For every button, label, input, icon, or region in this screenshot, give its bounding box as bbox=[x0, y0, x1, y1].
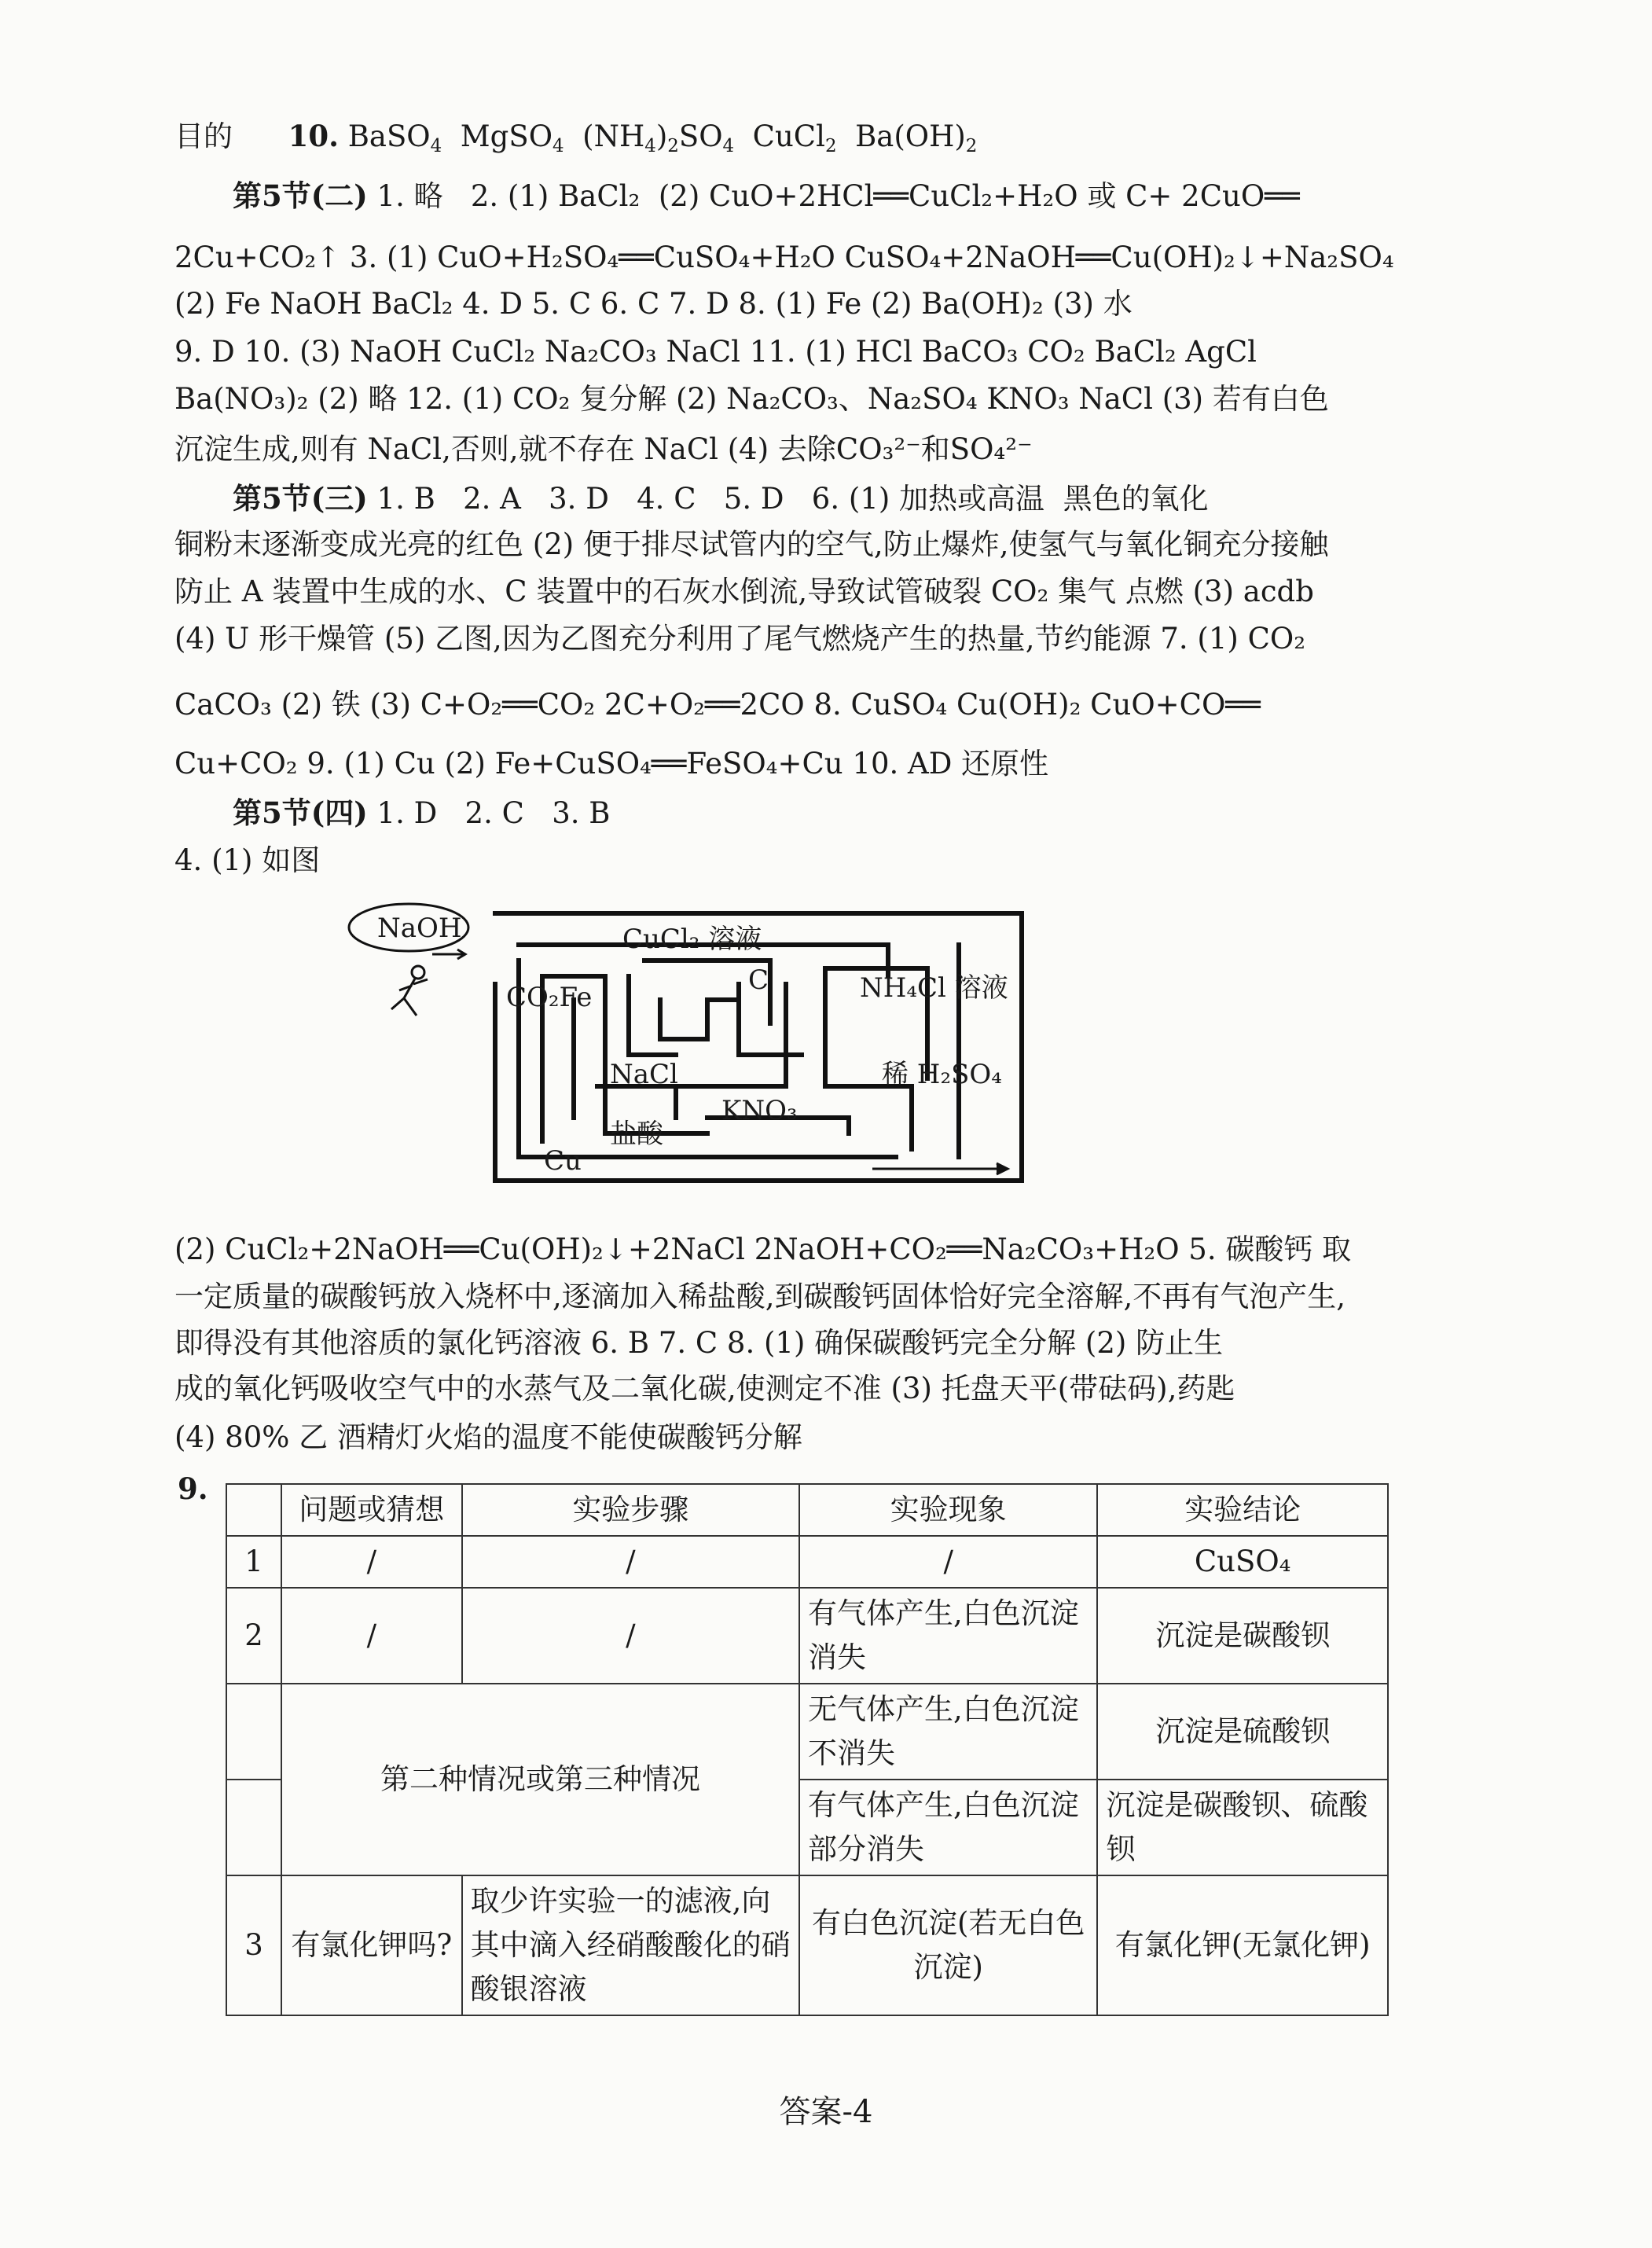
table-cell: / bbox=[281, 1588, 462, 1684]
answer-line: 成的氧化钙吸收空气中的水蒸气及二氧化碳,使测定不准 (3) 托盘天平(带砝码),药匙 bbox=[174, 1372, 1235, 1405]
section-heading: 第5节(三) bbox=[233, 481, 368, 516]
table-cell: 无气体产生,白色沉淀不消失 bbox=[799, 1684, 1097, 1780]
answer-line: CaCO₃ (2) 铁 (3) C+O₂══CO₂ 2C+O₂══2CO 8. CuSO₄ Cu(OH)₂ CuO+CO══ bbox=[174, 688, 1261, 722]
table-header: 问题或猜想 bbox=[281, 1484, 462, 1536]
table-cell bbox=[226, 1780, 281, 1875]
table-header: 实验结论 bbox=[1097, 1484, 1388, 1536]
maze-label: CuCl₂ 溶液 bbox=[622, 924, 762, 955]
maze-wall bbox=[660, 1000, 739, 1039]
table-header-row bbox=[226, 1484, 1388, 1536]
table-cell: 沉淀是硫酸钡 bbox=[1097, 1684, 1388, 1780]
table-cell: 2 bbox=[226, 1588, 281, 1684]
answer-line: 9. D 10. (3) NaOH CuCl₂ Na₂CO₃ NaCl 11. (1) HCl BaCO₃ CO₂ BaCl₂ AgCl bbox=[174, 335, 1257, 369]
runner-figure bbox=[391, 966, 428, 1016]
table-cell: 有氯化钾吗? bbox=[281, 1875, 462, 2015]
answer-line: 4. (1) 如图 bbox=[174, 843, 321, 877]
table-cell: 沉淀是碳酸钡 bbox=[1097, 1588, 1388, 1684]
table-row bbox=[226, 1684, 1388, 1780]
table-cell: 沉淀是碳酸钡、硫酸钡 bbox=[1097, 1780, 1388, 1875]
maze-diagram bbox=[346, 898, 1053, 1196]
table-row bbox=[226, 1875, 1388, 2015]
answer-line: Ba(NO₃)₂ (2) 略 12. (1) CO₂ 复分解 (2) Na₂CO₃、Na₂SO₄ KNO₃ NaCl (3) 若有白色 bbox=[174, 382, 1329, 416]
table-cell: 有气体产生,白色沉淀消失 bbox=[799, 1588, 1097, 1684]
maze-label: KNO₃ bbox=[721, 1095, 798, 1126]
answer-line: (4) 80% 乙 酒精灯火焰的温度不能使碳酸钙分解 bbox=[174, 1420, 802, 1454]
table-row bbox=[226, 1536, 1388, 1588]
question-number: 9. bbox=[178, 1471, 208, 1506]
maze-label: NaCl bbox=[610, 1059, 678, 1090]
answer-line: 铜粉末逐渐变成光亮的红色 (2) 便于排尽试管内的空气,防止爆炸,使氢气与氧化铜充分接触 bbox=[174, 527, 1329, 561]
maze-wall bbox=[629, 976, 676, 1055]
answer-line: 一定质量的碳酸钙放入烧杯中,逐滴加入稀盐酸,到碳酸钙固体恰好完全溶解,不再有气泡产生, bbox=[174, 1280, 1346, 1313]
answer-line: Cu+CO₂ 9. (1) Cu (2) Fe+CuSO₄══FeSO₄+Cu 10. AD 还原性 bbox=[174, 747, 1049, 781]
answer-line: 第5节(三) 1. B 2. A 3. D 4. C 5. D 6. (1) 加热或高温 黑色的氧化 bbox=[233, 481, 1209, 516]
section-heading: 第5节(四) bbox=[233, 795, 368, 830]
answer-table bbox=[226, 1483, 1389, 2016]
maze-label: NaOH bbox=[377, 913, 462, 944]
table-cell: 有氯化钾(无氯化钾) bbox=[1097, 1875, 1388, 2015]
table-cell: 取少许实验一的滤液,向其中滴入经硝酸酸化的硝酸银溶液 bbox=[462, 1875, 799, 2015]
exit-arrowhead bbox=[997, 1163, 1008, 1174]
answer-line: (2) CuCl₂+2NaOH══Cu(OH)₂↓+2NaCl 2NaOH+CO₂══Na₂CO₃+H₂O 5. 碳酸钙 取 bbox=[174, 1232, 1352, 1266]
table-row bbox=[226, 1588, 1388, 1684]
answer-line: 目的 10. BaSO$_4$ MgSO$_4$ $(NH_4)_2SO_4$ CuCl$_2$ $Ba(OH)_2$ bbox=[174, 119, 978, 156]
question-number: 10. bbox=[288, 119, 339, 153]
maze-label: C bbox=[748, 964, 769, 996]
page-footer: 答案-4 bbox=[779, 2094, 873, 2130]
table-cell: / bbox=[799, 1536, 1097, 1588]
answer-line: (2) Fe NaOH BaCl₂ 4. D 5. C 6. C 7. D 8. (1) Fe (2) Ba(OH)₂ (3) 水 bbox=[174, 287, 1133, 321]
table-cell: 有白色沉淀(若无白色沉淀) bbox=[799, 1875, 1097, 2015]
table-cell: 1 bbox=[226, 1536, 281, 1588]
maze-label: Cu bbox=[544, 1145, 582, 1177]
text: 目的 bbox=[174, 119, 233, 153]
table-cell bbox=[226, 1684, 281, 1780]
table-cell: CuSO₄ bbox=[1097, 1536, 1388, 1588]
table-header: 实验现象 bbox=[799, 1484, 1097, 1536]
table-cell: 有气体产生,白色沉淀部分消失 bbox=[799, 1780, 1097, 1875]
answer-line: 沉淀生成,则有 NaCl,否则,就不存在 NaCl (4) 去除CO₃²⁻和SO₄²⁻ bbox=[174, 432, 1033, 466]
maze-label: NH₄Cl 溶液 bbox=[860, 972, 1008, 1004]
table-cell: / bbox=[462, 1536, 799, 1588]
table-cell: / bbox=[281, 1536, 462, 1588]
answer-line: 第5节(二) 1. 略 2. (1) BaCl₂ (2) CuO+2HCl══CuCl₂+H₂O 或 C+ 2CuO══ bbox=[233, 178, 1300, 213]
table-cell bbox=[226, 1484, 281, 1536]
answer-line: 即得没有其他溶质的氯化钙溶液 6. B 7. C 8. (1) 确保碳酸钙完全分解 (2) 防止生 bbox=[174, 1326, 1224, 1360]
maze-label: 稀 H₂SO₄ bbox=[882, 1059, 1002, 1090]
answer-line: 2Cu+CO₂↑ 3. (1) CuO+H₂SO₄══CuSO₄+H₂O CuSO₄+2NaOH══Cu(OH)₂↓+Na₂SO₄ bbox=[174, 241, 1394, 274]
table-cell: / bbox=[462, 1588, 799, 1684]
answer-line: (4) U 形干燥管 (5) 乙图,因为乙图充分利用了尾气燃烧产生的热量,节约能源 7. (1) CO₂ bbox=[174, 622, 1306, 656]
table-cell: 第二种情况或第三种情况 bbox=[281, 1684, 799, 1875]
answer-line: 第5节(四) 1. D 2. C 3. B bbox=[233, 795, 611, 830]
maze-label: 盐酸 bbox=[610, 1118, 663, 1150]
table-cell: 3 bbox=[226, 1875, 281, 2015]
table-header: 实验步骤 bbox=[462, 1484, 799, 1536]
answer-line: 防止 A 装置中生成的水、C 装置中的石灰水倒流,导致试管破裂 CO₂ 集气 点燃 (3) acdb bbox=[174, 575, 1314, 608]
maze-label: CO₂Fe bbox=[506, 982, 593, 1013]
section-heading: 第5节(二) bbox=[233, 178, 368, 213]
